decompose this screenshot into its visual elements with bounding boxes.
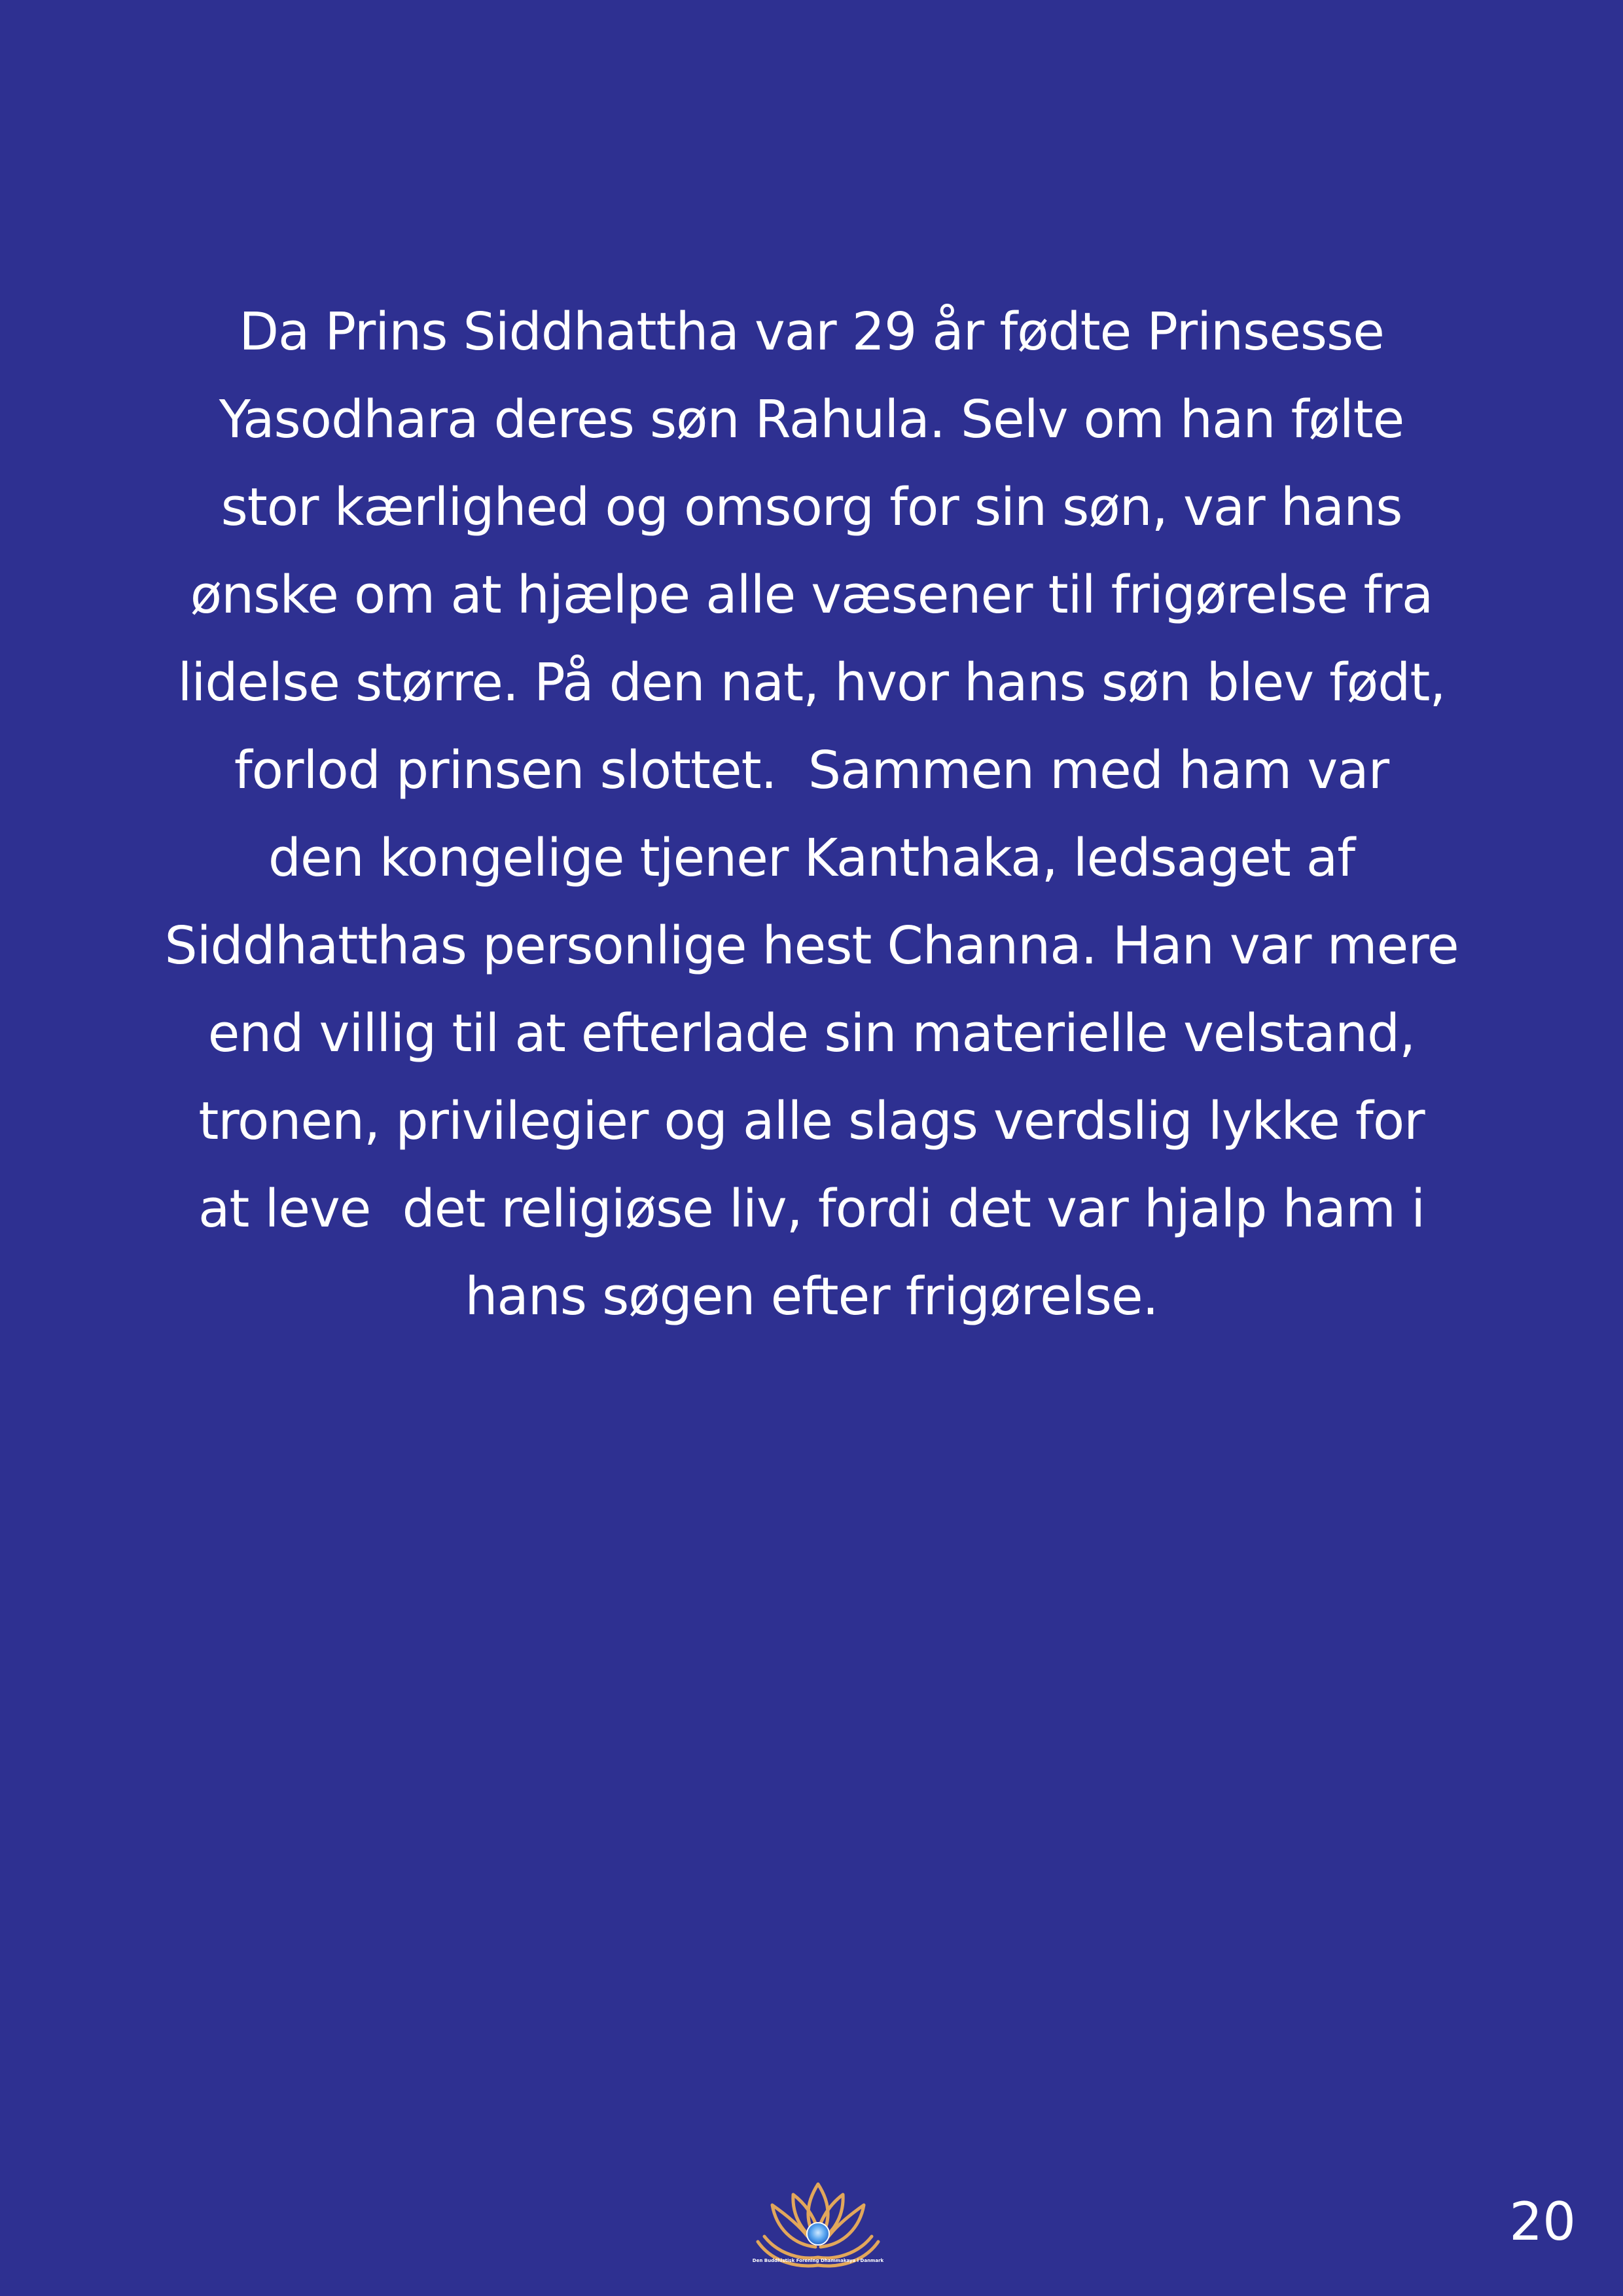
body-line: end villig til at efterlade sin materielle velstand, <box>207 1003 1416 1064</box>
body-line: stor kærlighed og omsorg for sin søn, var hans <box>221 477 1402 537</box>
lotus-logo-icon <box>753 2176 883 2271</box>
body-line: Da Prins Siddhattha var 29 år fødte Prinsesse <box>239 302 1384 362</box>
body-line: den kongelige tjener Kanthaka, ledsaget af <box>268 828 1355 888</box>
body-line: at leve det religiøse liv, fordi det var hjalp ham i <box>198 1179 1425 1239</box>
body-line: ønske om at hjælpe alle væsener til frigørelse fra <box>190 565 1433 625</box>
page-number: 20 <box>1509 2191 1576 2252</box>
body-line: lidelse større. På den nat, hvor hans søn blev født, <box>177 653 1446 713</box>
body-line: hans søgen efter frigørelse. <box>465 1266 1158 1327</box>
body-line: Yasodhara deres søn Rahula. Selv om han følte <box>219 389 1404 450</box>
body-line: Siddhatthas personlige hest Channa. Han var mere <box>164 916 1459 976</box>
logo-caption: Den Buddhistisk Forening Dhammakaya i Danmark <box>752 2258 884 2263</box>
body-line: tronen, privilegier og alle slags verdslig lykke for <box>198 1091 1425 1151</box>
body-paragraph <box>118 288 1505 1340</box>
body-line: forlod prinsen slottet. Sammen med ham var <box>234 740 1389 800</box>
